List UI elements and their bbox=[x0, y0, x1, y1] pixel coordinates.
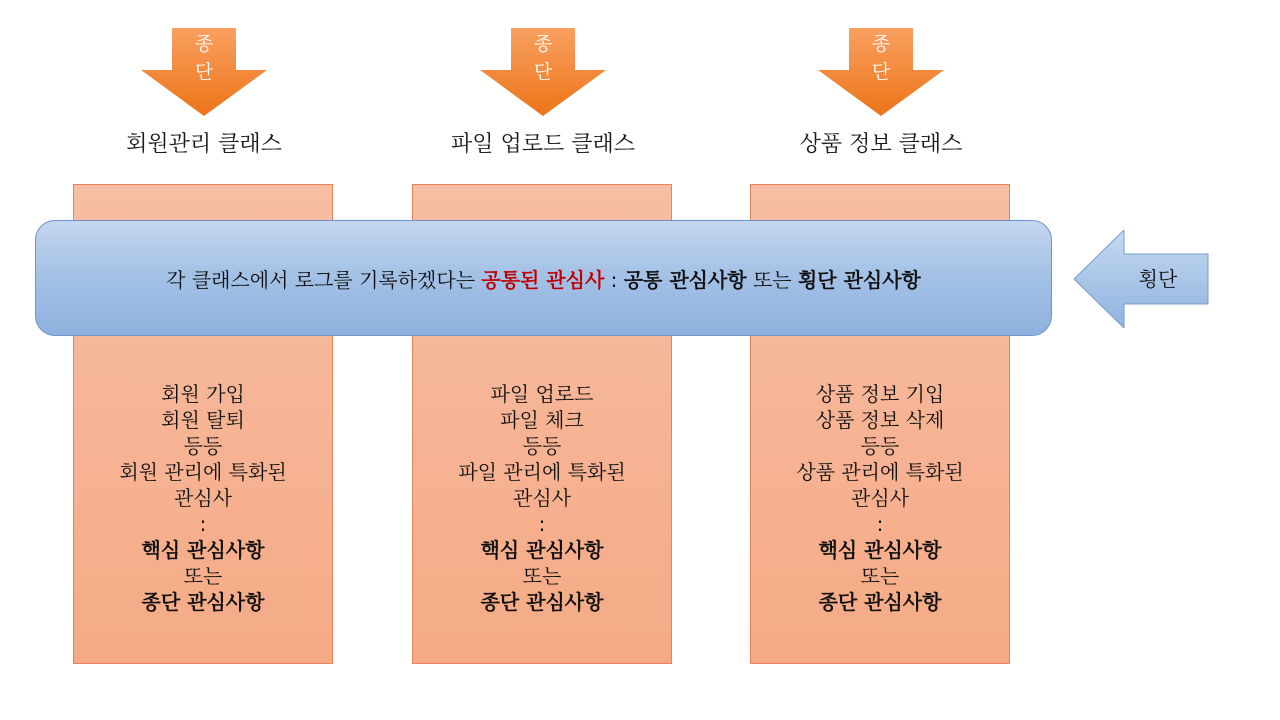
crosscutting-concern-text bbox=[166, 264, 921, 293]
horizontal-arrow bbox=[1074, 230, 1210, 328]
band-or: 또는 bbox=[746, 267, 798, 292]
concern-line: 파일 체크 bbox=[500, 408, 584, 432]
class-title-product: 상품 정보 클래스 bbox=[799, 132, 963, 157]
shared-concern-highlight: 공통된 관심사 bbox=[481, 267, 605, 292]
concern-line: : bbox=[199, 512, 207, 536]
concern-line: 회원 관리에 특화된 bbox=[119, 460, 287, 484]
column-content bbox=[413, 381, 671, 615]
band-prefix: 각 클래스에서 로그를 기록하겠다는 bbox=[166, 267, 482, 292]
arrow-label-bottom: 단 bbox=[533, 61, 553, 83]
band-separator: : bbox=[604, 267, 624, 292]
column-content bbox=[74, 381, 332, 615]
class-title-member: 회원관리 클래스 bbox=[126, 132, 282, 157]
core-concern-label: 핵심 관심사항 bbox=[480, 538, 604, 562]
class-title-file-upload: 파일 업로드 클래스 bbox=[450, 132, 635, 157]
arrow-label-top: 종 bbox=[533, 33, 553, 55]
common-concern-label: 공통 관심사항 bbox=[623, 267, 747, 292]
arrow-label-bottom: 단 bbox=[194, 61, 214, 83]
vertical-arrow-2 bbox=[480, 28, 606, 116]
concern-line: 파일 관리에 특화된 bbox=[458, 460, 626, 484]
vertical-arrow-1 bbox=[141, 28, 267, 116]
vertical-concern-label: 종단 관심사항 bbox=[141, 590, 265, 614]
horizontal-arrow-label: 횡단 bbox=[1138, 267, 1178, 291]
vertical-arrow-3 bbox=[818, 28, 944, 116]
concern-line: 등등 bbox=[183, 434, 223, 458]
concern-line: 등등 bbox=[522, 434, 562, 458]
vertical-concern-label: 종단 관심사항 bbox=[818, 590, 942, 614]
concern-line: 상품 정보 삭제 bbox=[815, 408, 945, 432]
concern-line: 관심사 bbox=[851, 486, 909, 510]
concern-line: : bbox=[538, 512, 546, 536]
concern-line: 관심사 bbox=[174, 486, 232, 510]
crosscutting-concern-label: 횡단 관심사항 bbox=[797, 267, 921, 292]
core-concern-label: 핵심 관심사항 bbox=[818, 538, 942, 562]
or-label: 또는 bbox=[522, 564, 562, 588]
vertical-concern-label: 종단 관심사항 bbox=[480, 590, 604, 614]
concern-line: 파일 업로드 bbox=[490, 382, 594, 406]
concern-line: 상품 정보 기입 bbox=[815, 382, 945, 406]
concern-line: 등등 bbox=[860, 434, 900, 458]
concern-line: 상품 관리에 특화된 bbox=[796, 460, 964, 484]
column-content bbox=[751, 381, 1009, 615]
concern-line: : bbox=[876, 512, 884, 536]
concern-line: 회원 탈퇴 bbox=[161, 408, 245, 432]
arrow-label-bottom: 단 bbox=[871, 61, 891, 83]
arrow-label-top: 종 bbox=[194, 33, 214, 55]
or-label: 또는 bbox=[860, 564, 900, 588]
arrow-label-top: 종 bbox=[871, 33, 891, 55]
or-label: 또는 bbox=[183, 564, 223, 588]
concern-line: 회원 가입 bbox=[161, 382, 245, 406]
concern-line: 관심사 bbox=[513, 486, 571, 510]
crosscutting-concern-band bbox=[35, 220, 1052, 336]
core-concern-label: 핵심 관심사항 bbox=[141, 538, 265, 562]
